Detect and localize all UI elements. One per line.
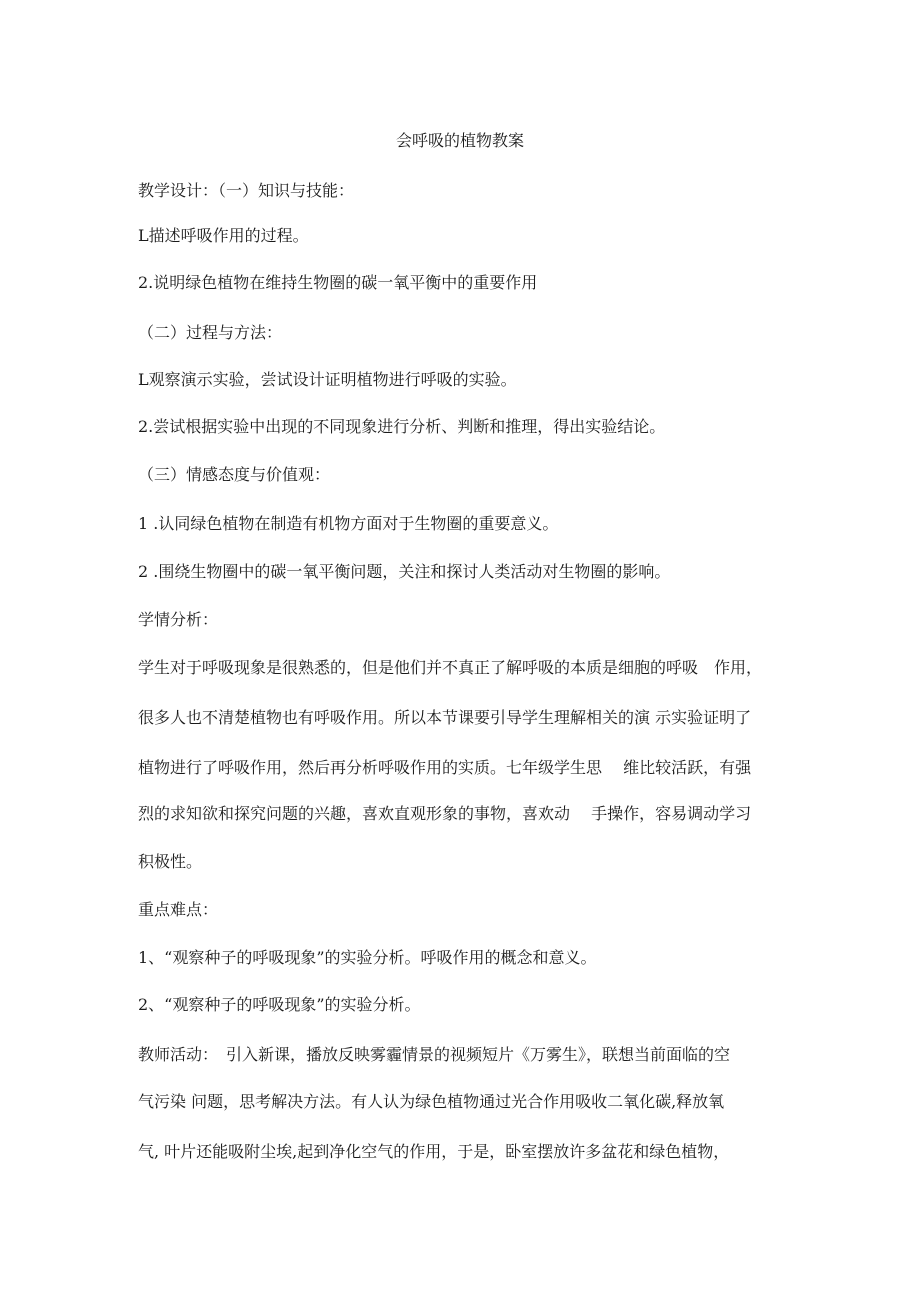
text-line: 很多人也不清楚植物也有呼吸作用。所以本节课要引导学生理解相关的演 示实验证明了 [138,708,752,727]
text-line-process-heading: （二）过程与方法： [138,323,283,342]
text-line: 2、“观察种子的呼吸现象”的实验分析。 [138,995,421,1014]
document-title: 会呼吸的植物教案 [395,131,524,150]
text-line: 烈的求知欲和探究问题的兴趣，喜欢直观形象的事物，喜欢动 手操作，容易调动学习 [138,804,752,823]
text-line-attitude-heading: （三）情感态度与价值观： [138,465,331,484]
text-line: 2.尝试根据实验中出现的不同现象进行分析、判断和推理，得出实验结论。 [138,417,666,436]
text-line: 1 .认同绿色植物在制造有机物方面对于生物圈的重要意义。 [138,514,559,533]
text-line: 1、“观察种子的呼吸现象”的实验分析。呼吸作用的概念和意义。 [138,948,597,967]
text-line: 气, 叶片还能吸附尘埃,起到净化空气的作用，于是，卧室摆放许多盆花和绿色植物， [138,1142,730,1161]
text-line: 积极性。 [138,852,203,871]
text-line-key-points-heading: 重点难点： [138,900,219,919]
text-line: 2.说明绿色植物在维持生物圈的碳一氧平衡中的重要作用 [138,273,538,292]
text-line-analysis-heading: 学情分析： [138,610,219,629]
text-line: L描述呼吸作用的过程。 [138,226,309,245]
text-line: 2 .围绕生物圈中的碳一氧平衡问题，关注和探讨人类活动对生物圈的影响。 [138,562,671,581]
text-line: 学生对于呼吸现象是很熟悉的，但是他们并不真正了解呼吸的本质是细胞的呼吸 作用， [138,658,763,677]
text-line: L观察演示实验，尝试设计证明植物进行呼吸的实验。 [138,370,517,389]
text-line: 气污染 问题，思考解决方法。有人认为绿色植物通过光合作用吸收二氧化碳,释放氧 [138,1092,725,1111]
text-line: 植物进行了呼吸作用，然后再分析呼吸作用的实质。七年级学生思 维比较活跃，有强 [138,758,752,777]
text-line-objectives-heading: 教学设计：（一）知识与技能： [138,181,355,200]
text-line-teacher-activity: 教师活动： 引入新课，播放反映雾霾情景的视频短片《万雾生》，联想当前面临的空 [138,1045,731,1064]
